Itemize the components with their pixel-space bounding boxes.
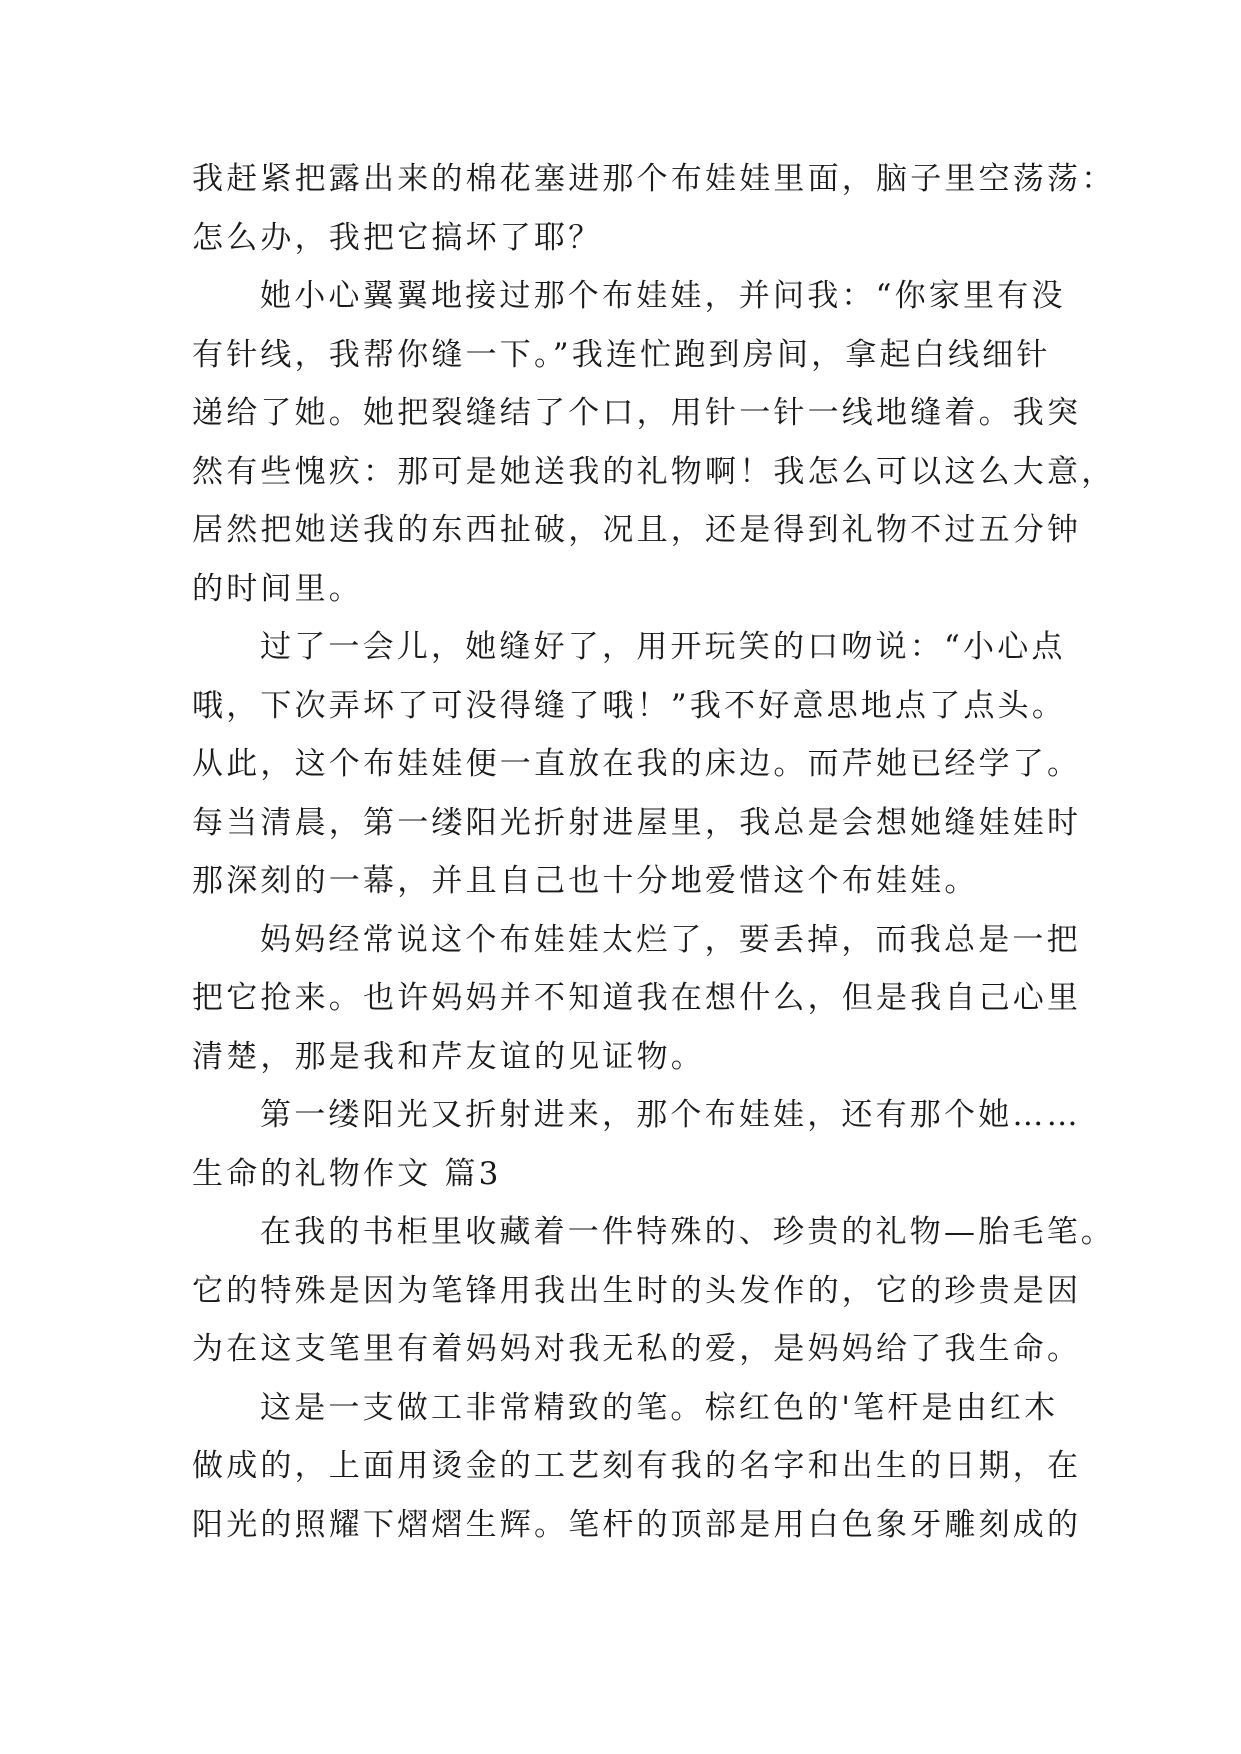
text-line: 那深刻的一幕，并且自己也十分地爱惜这个布娃娃。 <box>192 863 979 899</box>
text-line: 我赶紧把露出来的棉花塞进那个布娃娃里面，脑子里空荡荡： <box>192 161 1116 197</box>
text-line: 她小心翼翼地接过那个布娃娃，并问我：“你家里有没 <box>260 278 1066 314</box>
text-line: 每当清晨，第一缕阳光折射进屋里，我总是会想她缝娃娃时 <box>192 804 1082 841</box>
text-line: 它的特殊是因为笔锋用我出生时的头发作的，它的珍贵是因 <box>192 1272 1082 1309</box>
text-line: 从此，这个布娃娃便一直放在我的床边。而芹她已经学了。 <box>192 746 1082 782</box>
text-line: 然有些愧疚：那可是她送我的礼物啊！我怎么可以这么大意， <box>192 453 1116 490</box>
text-line: 阳光的照耀下熠熠生辉。笔杆的顶部是用白色象牙雕刻成的 <box>192 1506 1082 1543</box>
text-line: 过了一会儿，她缝好了，用开玩笑的口吻说：“小心点 <box>260 629 1066 665</box>
text-line: 递给了她。她把裂缝结了个口，用针一针一线地缝着。我突 <box>192 395 1082 431</box>
document-body <box>192 150 1116 1554</box>
text-line: 在我的书柜里收藏着一件特殊的、珍贵的礼物—胎毛笔。 <box>260 1214 1115 1250</box>
text-line: 清楚，那是我和芹友谊的见证物。 <box>192 1038 705 1075</box>
text-line: 生命的礼物作文 篇3 <box>192 1155 502 1192</box>
text-line: 这是一支做工非常精致的笔。棕红色的'笔杆是由红木 <box>260 1389 1059 1426</box>
text-line: 哦，下次弄坏了可没得缝了哦！”我不好意思地点了点头。 <box>192 687 1067 724</box>
text-line: 妈妈经常说这个布娃娃太烂了，要丢掉，而我总是一把 <box>260 921 1081 958</box>
text-line: 的时间里。 <box>192 570 363 607</box>
text-line: 做成的，上面用烫金的工艺刻有我的名字和出生的日期，在 <box>192 1448 1082 1484</box>
text-line: 为在这支笔里有着妈妈对我无私的爱，是妈妈给了我生命。 <box>192 1331 1082 1367</box>
text-line: 第一缕阳光又折射进来，那个布娃娃，还有那个她…… <box>260 1097 1081 1133</box>
text-line: 怎么办，我把它搞坏了耶？ <box>192 219 603 256</box>
text-line: 有针线，我帮你缝一下。”我连忙跑到房间，拿起白线细针 <box>192 336 1051 373</box>
text-line: 把它抢来。也许妈妈并不知道我在想什么，但是我自己心里 <box>192 980 1082 1016</box>
text-line: 居然把她送我的东西扯破，况且，还是得到礼物不过五分钟 <box>192 512 1082 548</box>
